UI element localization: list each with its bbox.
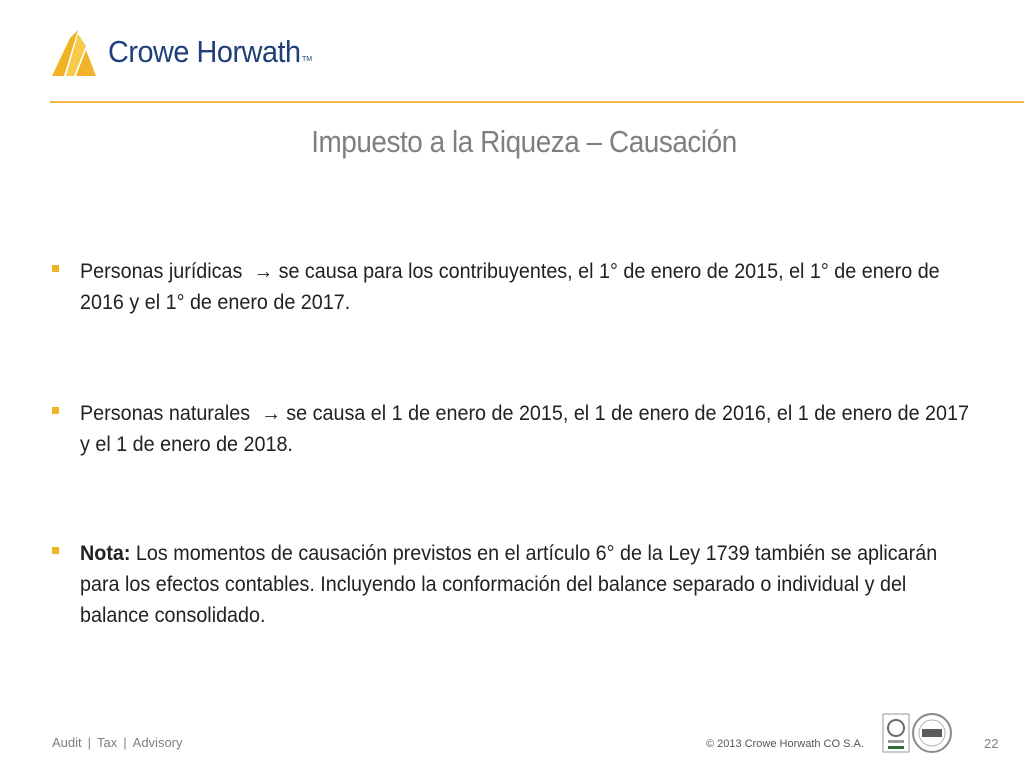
bullet-lead: Personas naturales [80, 402, 251, 425]
certification-badges [882, 712, 954, 756]
copyright-notice: © 2013 Crowe Horwath CO S.A. [706, 738, 864, 750]
right-arrow-icon: → [253, 260, 274, 283]
company-logo [50, 30, 330, 80]
bullet-lead: Personas jurídicas [80, 260, 243, 283]
service-audit: Audit [52, 735, 82, 750]
bullet-body: Los momentos de causación previstos en el artículo 6° de la Ley 1739 también se aplicarán para los efectos contables. Incluyendo la conformación del balance separado o individual y del balance consolidado. [80, 542, 938, 627]
crowe-chevron-logo-icon [50, 30, 106, 80]
bullet-body: se causa el 1 de enero de 2015, el 1 de enero de 2016, el 1 de enero de 2017 y el 1 de enero de 2018. [80, 402, 969, 456]
separator: | [123, 735, 127, 750]
service-advisory: Advisory [132, 735, 183, 750]
slide-title: Impuesto a la Riqueza – Causación [311, 124, 737, 159]
iqnet-seal-icon [913, 714, 951, 752]
header-divider [50, 101, 1024, 103]
bullet-body: se causa para los contribuyentes, el 1° de enero de 2015, el 1° de enero de 2016 y el 1° de enero de 2017. [80, 260, 940, 314]
page-number: 22 [984, 736, 999, 751]
separator: | [87, 735, 92, 750]
bullet-text [80, 256, 978, 318]
square-bullet-icon [52, 547, 59, 554]
right-arrow-icon: → [261, 402, 281, 425]
certification-badge-icon [883, 714, 909, 752]
square-bullet-icon [52, 265, 59, 272]
bullet-text [80, 398, 978, 460]
service-tax: Tax [97, 735, 118, 750]
bullet-text [80, 538, 978, 631]
square-bullet-icon [52, 407, 59, 414]
note-label: Nota: [80, 542, 131, 565]
brand-name: Crowe Horwath [108, 34, 301, 69]
trademark-mark: TM [302, 56, 313, 63]
service-lines [52, 735, 183, 750]
